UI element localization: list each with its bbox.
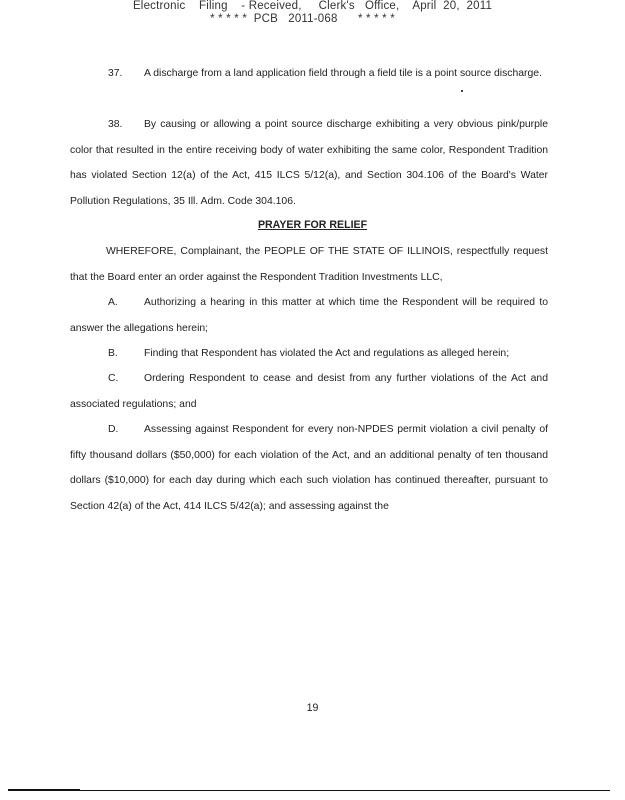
section-heading: PRAYER FOR RELIEF xyxy=(257,219,368,231)
relief-item-a xyxy=(70,290,548,341)
item-letter: B. xyxy=(108,348,118,359)
item-letter: A. xyxy=(108,297,118,308)
relief-item-b xyxy=(70,341,548,367)
item-text: Assessing against Respondent for every non-NPDES permit violation a civil penalty of fifty thousand dollars ($50,000) for each violation of the Act, and an additional penalty of ten thousand dollars ($10,000) for each day during which each such violation has continued thereafter, pursuant to Section 42(a) of the Act, 414 ILCS 5/42(a); and assessing against the xyxy=(70,424,548,512)
paragraph-text: By causing or allowing a point source discharge exhibiting a very obvious pink/purple color that resulted in the entire receiving body of water exhibiting the same color, Respondent Tradition has violated Section 12(a) of the Act, 415 ILCS 5/12(a), and Section 304.106 of the Board's Water Pollution Regulations, 35 Ill. Adm. Code 304.106. xyxy=(70,119,548,207)
relief-item-d xyxy=(70,417,548,519)
item-letter: D. xyxy=(108,424,119,435)
filing-stamp-line-1: Electronic Filing - Received, Clerk's Office, April 20, 2011 xyxy=(132,0,493,12)
item-text: Ordering Respondent to cease and desist from any further violations of the Act and associated regulations; and xyxy=(70,373,548,410)
item-text: Authorizing a hearing in this matter at which time the Respondent will be required to answer the allegations herein; xyxy=(70,297,548,334)
filing-stamp-line-2: * * * * * PCB 2011-068 * * * * * xyxy=(210,13,395,25)
footer-rule xyxy=(80,790,610,791)
scan-speck xyxy=(461,90,463,92)
footer-rule-thick xyxy=(8,789,80,791)
paragraph-text: A discharge from a land application field through a field tile is a point source discharge. xyxy=(144,68,542,79)
item-letter: C. xyxy=(108,373,119,384)
item-text: Finding that Respondent has violated the Act and regulations as alleged herein; xyxy=(144,348,510,359)
paragraph-37 xyxy=(70,61,548,87)
intro-text: WHEREFORE, Complainant, the PEOPLE OF THE STATE OF ILLINOIS, respectfully request that the Board enter an order against the Respondent Tradition Investments LLC, xyxy=(70,246,548,283)
relief-item-c xyxy=(70,366,548,417)
page-number: 19 xyxy=(306,702,319,714)
paragraph-38 xyxy=(70,112,548,214)
paragraph-number: 38. xyxy=(108,119,123,130)
prayer-intro xyxy=(70,239,548,290)
paragraph-number: 37. xyxy=(108,68,123,79)
